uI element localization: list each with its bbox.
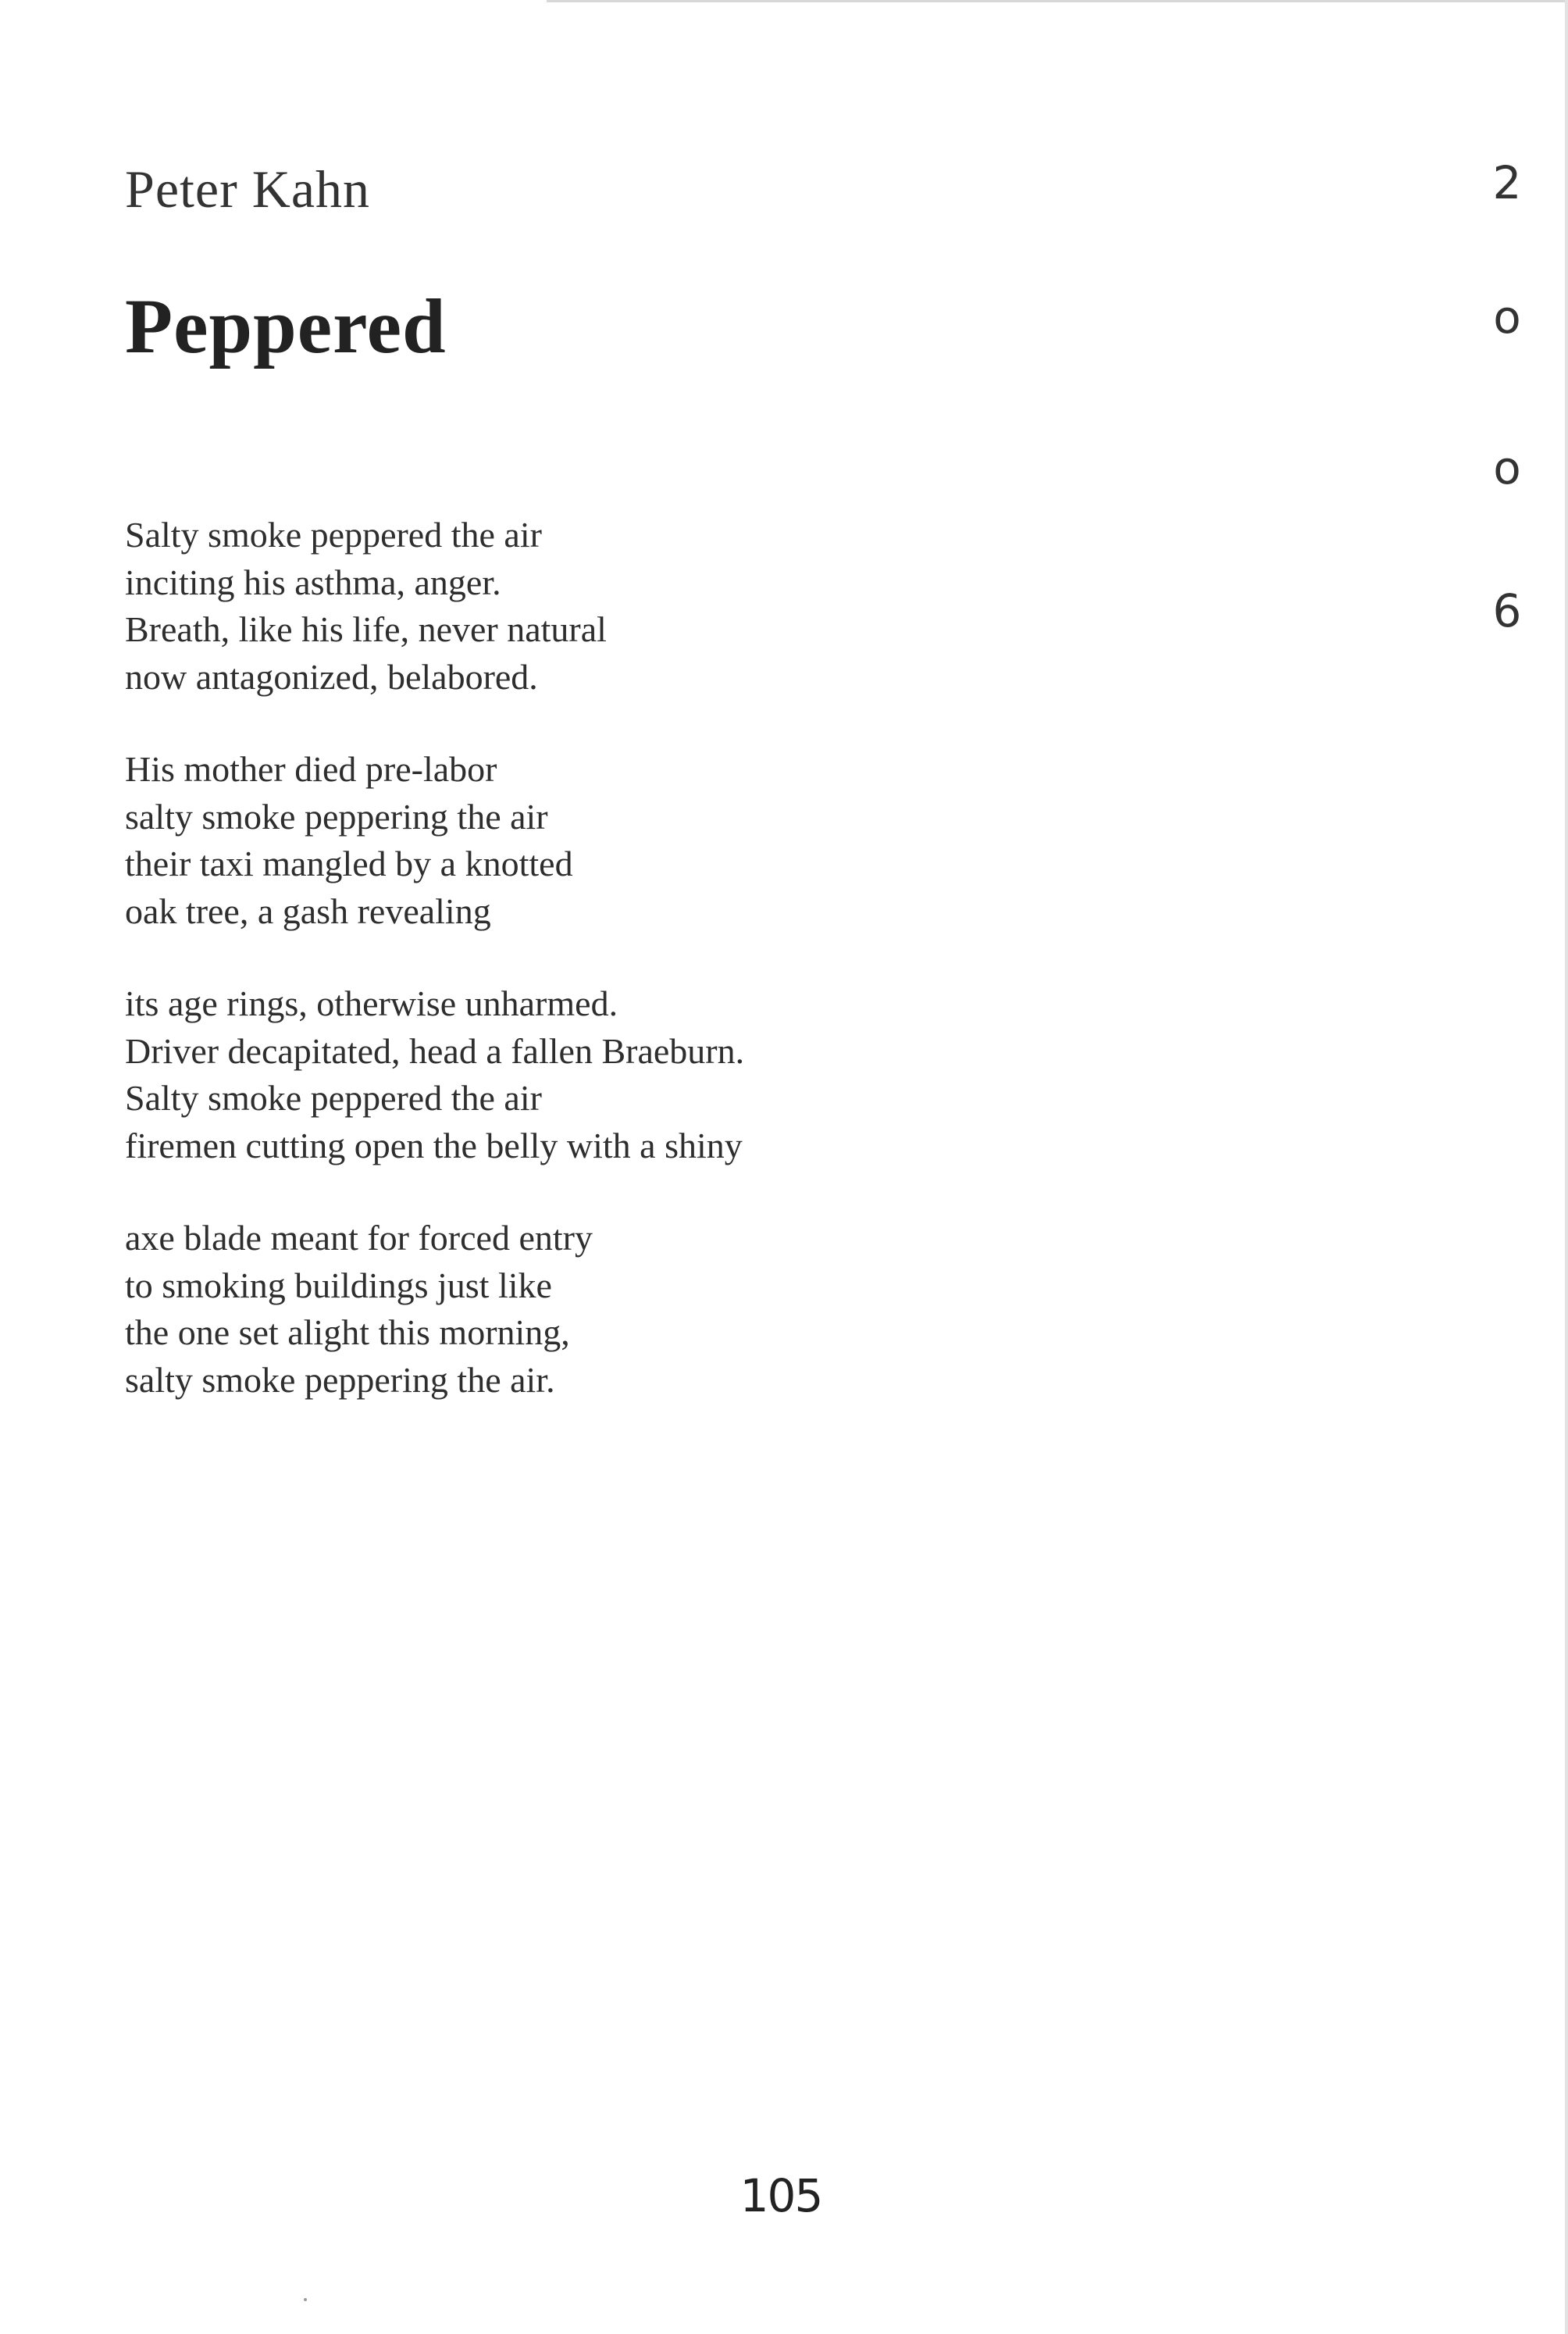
stanza	[125, 980, 1296, 1169]
right-page-edge	[1565, 0, 1568, 2334]
poem-line: now antagonized, belabored.	[125, 656, 538, 697]
poem-line: Driver decapitated, head a fallen Braeburn.	[125, 1030, 745, 1071]
poem-line: their taxi mangled by a knotted	[125, 844, 573, 883]
page-number: 105	[739, 2169, 822, 2222]
year-digit: o	[1493, 291, 1521, 344]
poem-line: Salty smoke peppered the air	[125, 1078, 542, 1118]
poem-line: inciting his asthma, anger.	[125, 562, 501, 602]
stanza	[125, 1215, 1296, 1404]
year-digit: 6	[1492, 584, 1522, 637]
stanza	[125, 746, 1296, 935]
poem-line: His mother died pre-labor	[125, 749, 497, 789]
poem-line: Salty smoke peppered the air	[125, 515, 542, 555]
poem-line: the one set alight this morning,	[125, 1312, 570, 1352]
author-name: Peter Kahn	[125, 159, 371, 219]
poem-title: Peppered	[125, 283, 447, 369]
poem-line: Breath, like his life, never natural	[125, 609, 607, 649]
poem-line: firemen cutting open the belly with a shiny	[125, 1125, 743, 1165]
poem-line: axe blade meant for forced entry	[125, 1218, 593, 1258]
poem-line: salty smoke peppering the air.	[125, 1359, 555, 1400]
poem-body	[125, 512, 1296, 1449]
year-digit: 2	[1492, 156, 1522, 209]
paper-speck	[304, 2298, 307, 2301]
poem-line: oak tree, a gash revealing	[125, 890, 491, 931]
poem-line: salty smoke peppering the air	[125, 796, 548, 837]
year-digit: o	[1493, 441, 1521, 494]
top-edge-rule	[547, 0, 1568, 2]
poem-line: to smoking buildings just like	[125, 1265, 552, 1305]
poem-line: its age rings, otherwise unharmed.	[125, 983, 618, 1023]
stanza	[125, 512, 1296, 701]
